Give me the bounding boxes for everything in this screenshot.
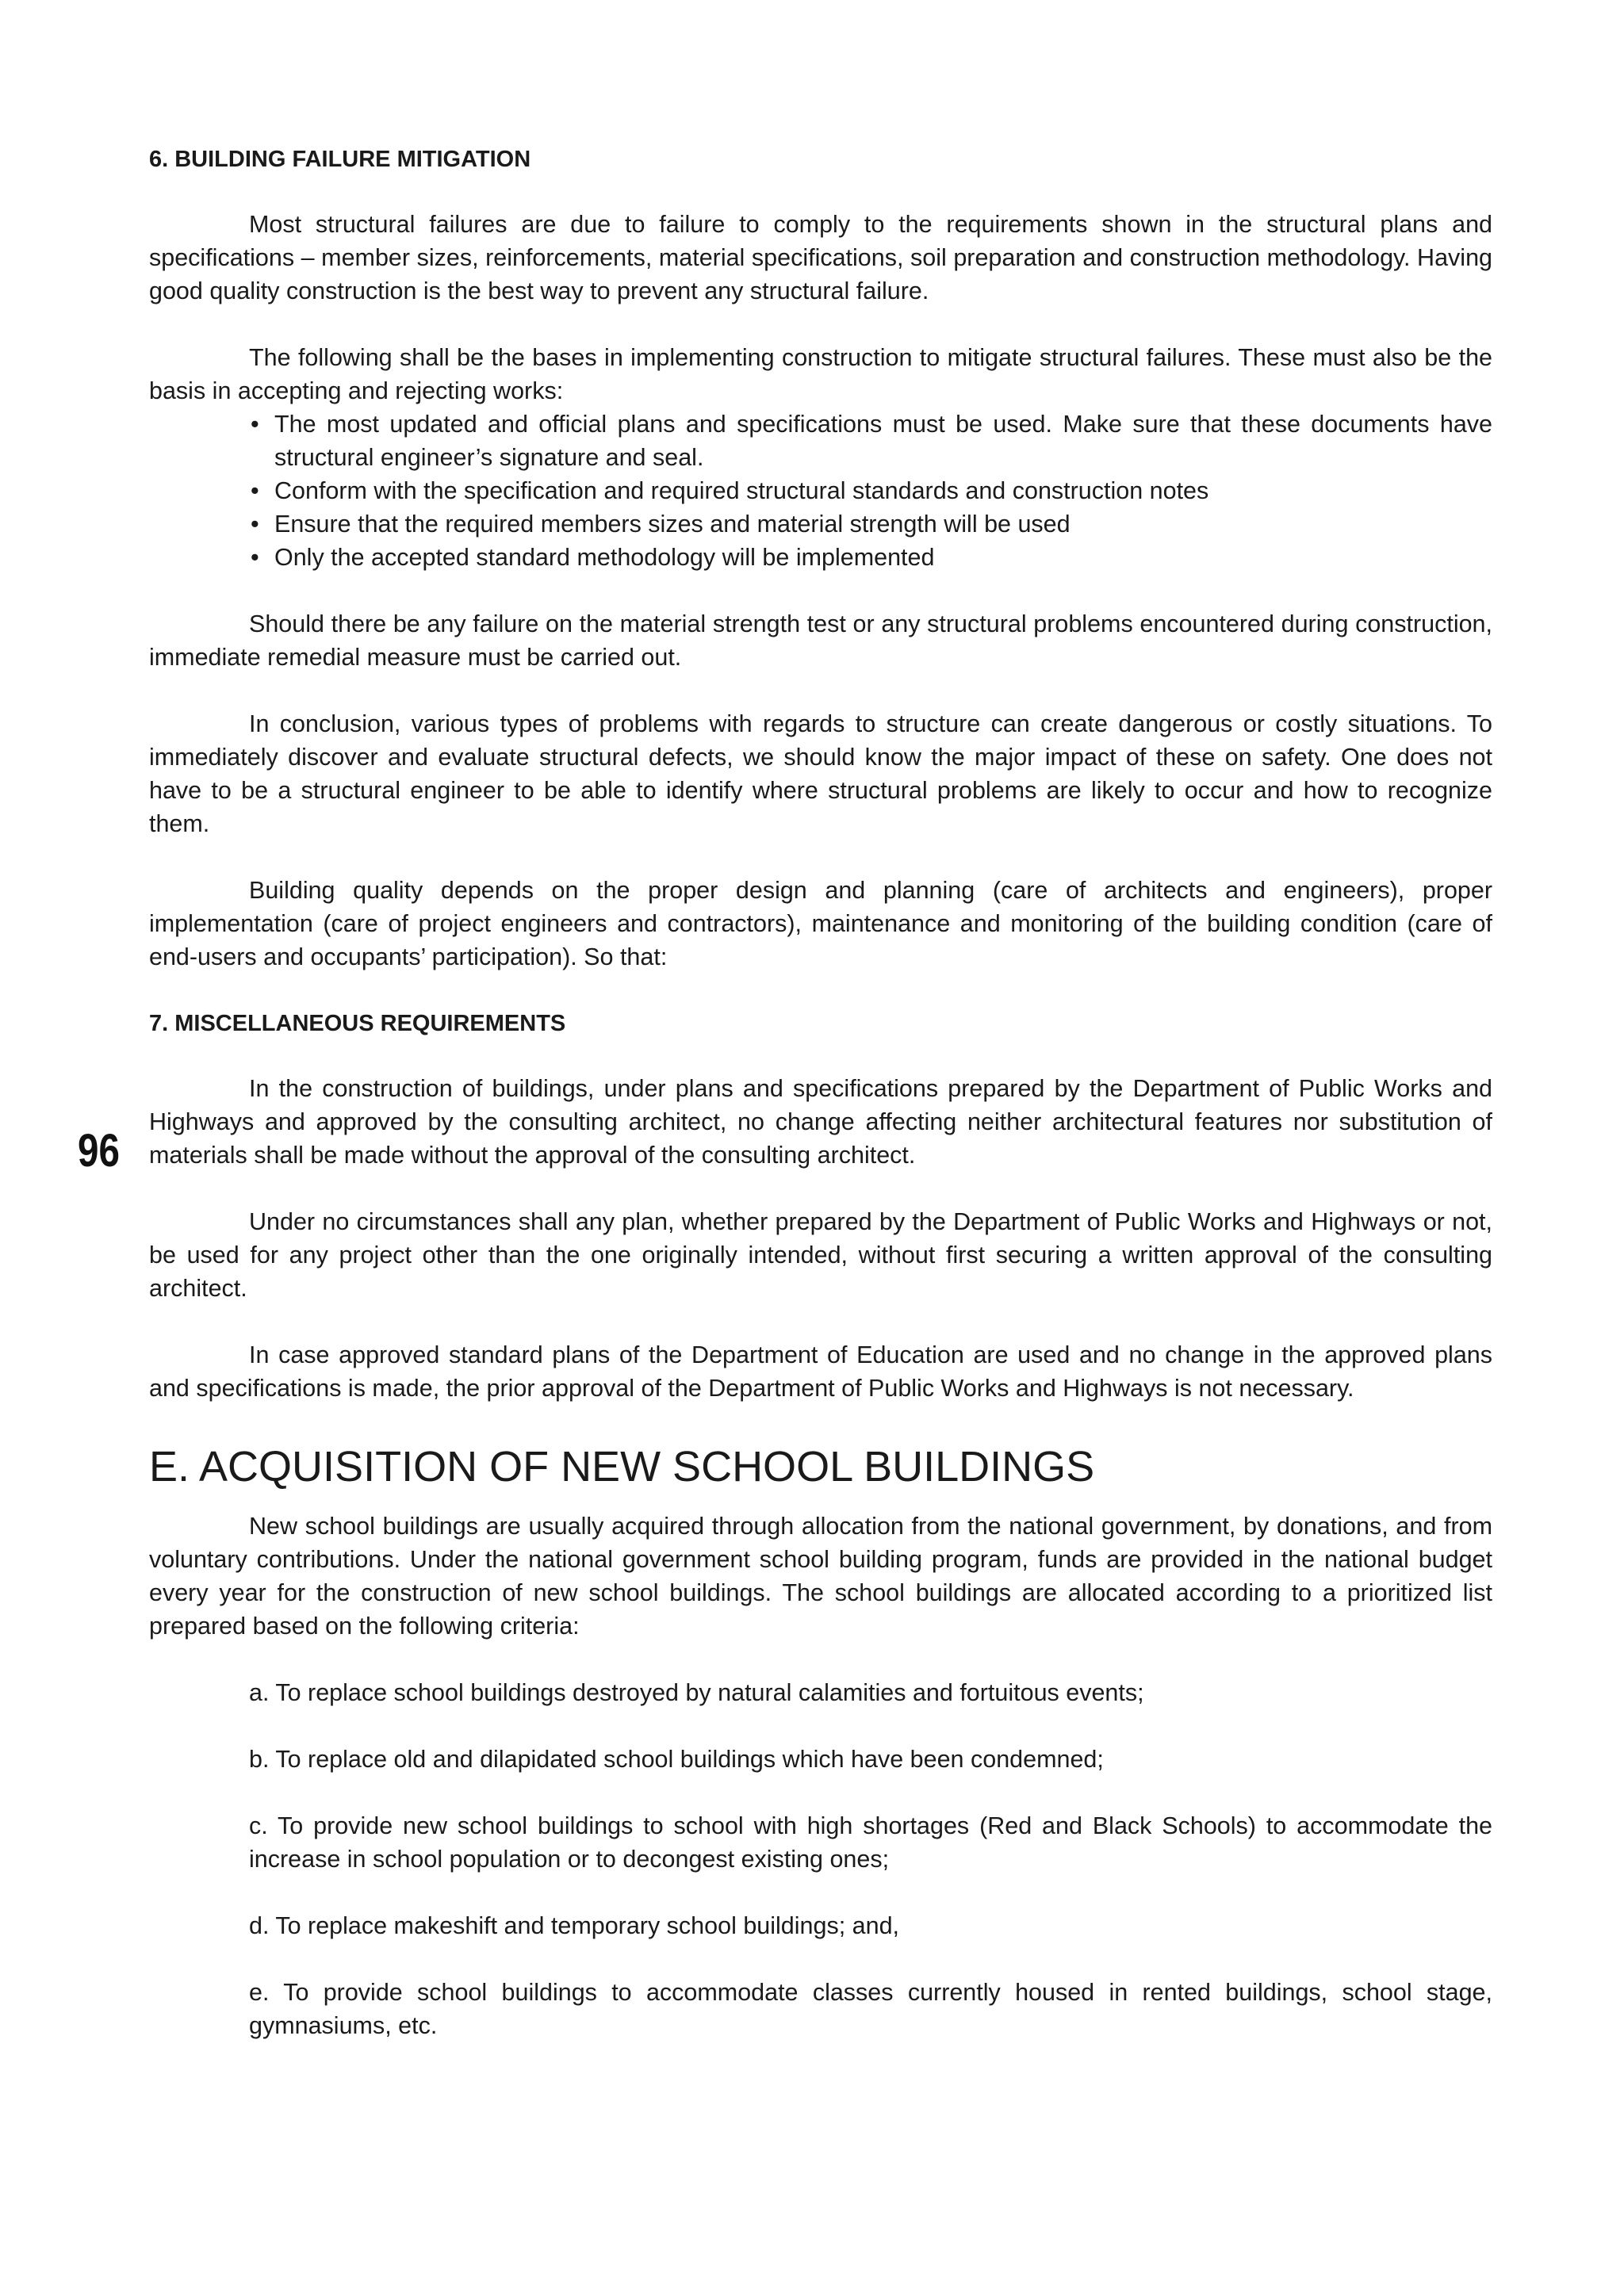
bullet-list xyxy=(249,408,1492,574)
section-6-heading: 6. BUILDING FAILURE MITIGATION xyxy=(149,147,531,172)
list-item xyxy=(249,541,1492,574)
bullet-icon: • xyxy=(251,477,259,504)
list-item: e. To provide school buildings to accommodate classes currently housed in rented buildings, school stage, gymnasiums, etc. xyxy=(249,1979,1492,2039)
section-6-paragraph-3: Should there be any failure on the material strength test or any structural problems encountered during construction, immediate remedial measure must be carried out. xyxy=(149,610,1492,671)
list-item: c. To provide new school buildings to school with high shortages (Red and Black Schools) to accommodate the increase in school population or to decongest existing ones; xyxy=(249,1812,1492,1873)
section-e-heading: E. ACQUISITION OF NEW SCHOOL BUILDINGS xyxy=(149,1443,1095,1490)
list-item: d. To replace makeshift and temporary school buildings; and, xyxy=(249,1912,900,1939)
document-body xyxy=(149,143,1492,2076)
list-item: b. To replace old and dilapidated school buildings which have been condemned; xyxy=(249,1746,1104,1773)
list-item xyxy=(249,474,1492,507)
section-7-paragraph-2: Under no circumstances shall any plan, whether prepared by the Department of Public Works and Highways or not, be used for any project other than the one originally intended, without first securing a written approval of the consulting architect. xyxy=(149,1208,1492,1302)
page-number: 96 xyxy=(78,1125,120,1177)
list-item: a. To replace school buildings destroyed by natural calamities and fortuitous events; xyxy=(249,1679,1144,1706)
bullet-icon: • xyxy=(251,544,259,571)
section-7-heading: 7. MISCELLANEOUS REQUIREMENTS xyxy=(149,1011,566,1036)
section-7-paragraph-1: In the construction of buildings, under plans and specifications prepared by the Department of Public Works and Highways and approved by the consulting architect, no change affecting neither architectural features nor substitution of materials shall be made without the approval of the consulting architect. xyxy=(149,1075,1492,1169)
criteria-list xyxy=(249,1676,1492,2042)
section-e-paragraph-1: New school buildings are usually acquired through allocation from the national government, by donations, and from voluntary contributions. Under the national government school building program, funds are provided in the national budget every year for the construction of new school buildings. The school buildings are allocated according to a prioritized list prepared based on the following criteria: xyxy=(149,1513,1492,1640)
section-7-paragraph-3: In case approved standard plans of the Department of Education are used and no change in the approved plans and specifications is made, the prior approval of the Department of Public Works and Highways is not necessary. xyxy=(149,1341,1492,1402)
section-6-paragraph-4: In conclusion, various types of problems with regards to structure can create dangerous or costly situations. To immediately discover and evaluate structural defects, we should know the major impact of these on safety. One does not have to be a structural engineer to be able to identify where structural problems are likely to occur and how to recognize them. xyxy=(149,710,1492,837)
list-item-text: Ensure that the required members sizes and material strength will be used xyxy=(274,511,1071,538)
list-item-text: Conform with the specification and required structural standards and construction notes xyxy=(274,477,1209,504)
section-6-paragraph-5: Building quality depends on the proper design and planning (care of architects and engineers), proper implementation (care of project engineers and contractors), maintenance and monitoring of the building condition (care of end-users and occupants’ participation). So that: xyxy=(149,877,1492,970)
section-6-paragraph-1: Most structural failures are due to failure to comply to the requirements shown in the structural plans and specifications – member sizes, reinforcements, material specifications, soil preparation and construction methodology. Having good quality construction is the best way to prevent any structural failure. xyxy=(149,211,1492,304)
section-6-paragraph-2: The following shall be the bases in implementing construction to mitigate structural failures. These must also be the basis in accepting and rejecting works: xyxy=(149,344,1492,404)
list-item xyxy=(249,408,1492,474)
list-item-text: The most updated and official plans and specifications must be used. Make sure that these documents have structural engineer’s signature and seal. xyxy=(274,411,1492,471)
bullet-icon: • xyxy=(251,411,259,438)
list-item xyxy=(249,507,1492,541)
bullet-icon: • xyxy=(251,511,259,538)
list-item-text: Only the accepted standard methodology will be implemented xyxy=(274,544,935,571)
